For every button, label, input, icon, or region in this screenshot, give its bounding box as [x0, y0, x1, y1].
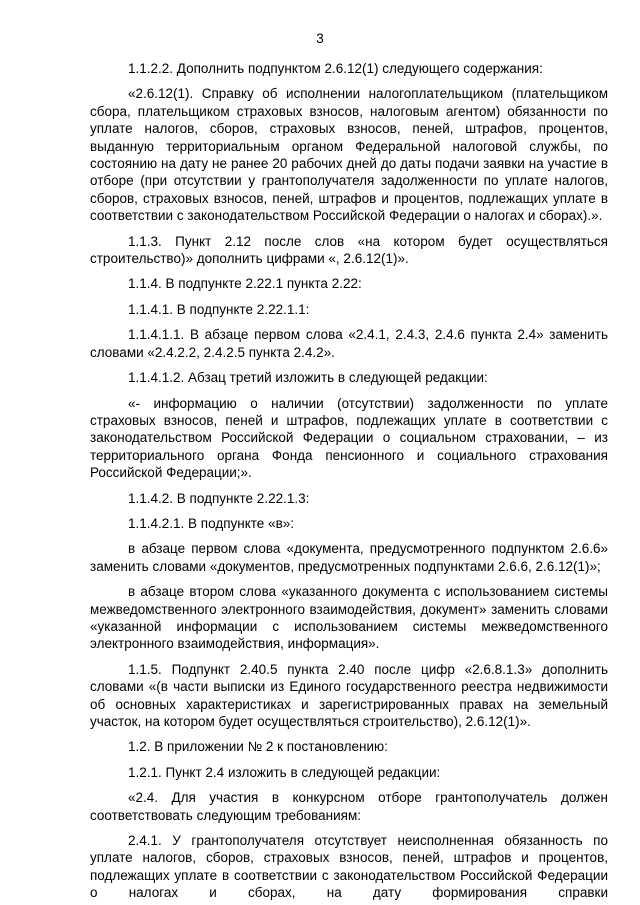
- paragraph: 1.1.5. Подпункт 2.40.5 пункта 2.40 после цифр «2.6.8.1.3» дополнить словами «(в части выписки из Единого государственного реестра недвижимости об основных характеристиках и зарегистрированных правах на земельный участок, на котором будет осуществляться строительство), 2.6.12(1)».: [90, 661, 608, 729]
- paragraph: 1.2. В приложении № 2 к постановлению:: [128, 739, 388, 755]
- paragraph: 1.1.4.1.2. Абзац третий изложить в следующей редакции:: [128, 370, 488, 386]
- paragraph: 1.1.4. В подпункте 2.22.1 пункта 2.22:: [128, 276, 362, 292]
- page-number: 3: [316, 31, 324, 46]
- paragraph: «2.6.12(1). Справку об исполнении налогоплательщиком (плательщиком сбора, плательщиком страховых взносов, налоговым агентом) обязанности по уплате налогов, сборов, страховых взносов, пеней, штрафов, процентов, выданную территориальным органом Федеральной налоговой службы, по состоянию на дату не ранее 20 рабочих дней до даты подачи заявки на участие в отборе (при отсутствии у грантополучателя задолженности по уплате налогов, сборов, страховых взносов, пеней, штрафов и процентов, подлежащих уплате в соответствии с законодательством Российской Федерации о налогах и сборах).».: [90, 86, 608, 224]
- paragraph: 1.1.2.2. Дополнить подпунктом 2.6.12(1) следующего содержания:: [128, 61, 543, 76]
- paragraph: в абзаце втором слова «указанного документа с использованием системы межведомственного электронного взаимодействия, документ» заменить словами «указанной информации с использованием системы межведомственного электронного взаимодействия, информация».: [90, 584, 608, 652]
- paragraph: «- информацию о наличии (отсутствии) задолженности по уплате страховых взносов, пеней и штрафов, подлежащих уплате в соответствии с законодательством Российской Федерации о социальном страховании, – из территориального органа Фонда пенсионного и социального страхования Российской Федерации;».: [90, 395, 608, 481]
- document-body: [90, 60, 608, 902]
- paragraph: 1.1.4.1. В подпункте 2.22.1.1:: [128, 301, 310, 317]
- paragraph: в абзаце первом слова «документа, предусмотренного подпунктом 2.6.6» заменить словами «документов, предусмотренных подпунктами 2.6.6, 2.6.12(1)»;: [90, 541, 608, 574]
- paragraph: 1.2.1. Пункт 2.4 изложить в следующей редакции:: [128, 764, 441, 780]
- paragraph: 2.4.1. У грантополучателя отсутствует неисполненная обязанность по уплате налогов, сборов, страховых взносов, пеней, штрафов и процентов, подлежащих уплате в соответствии с законодательством Российской Федерации о налогах и сборах, на дату формирования справки: [90, 833, 608, 901]
- paragraph: «2.4. Для участия в конкурсном отборе грантополучатель должен соответствовать следующим требованиям:: [90, 790, 608, 823]
- paragraph: 1.1.4.2.1. В подпункте «в»:: [128, 515, 295, 531]
- paragraph: 1.1.3. Пункт 2.12 после слов «на котором будет осуществляться строительство)» дополнить цифрами «, 2.6.12(1)».: [90, 233, 608, 267]
- paragraph: 1.1.4.1.1. В абзаце первом слова «2.4.1, 2.4.3, 2.4.6 пункта 2.4» заменить словами «2.4.2.2, 2.4.2.5 пункта 2.4.2».: [90, 327, 608, 360]
- paragraph: 1.1.4.2. В подпункте 2.22.1.3:: [128, 490, 310, 506]
